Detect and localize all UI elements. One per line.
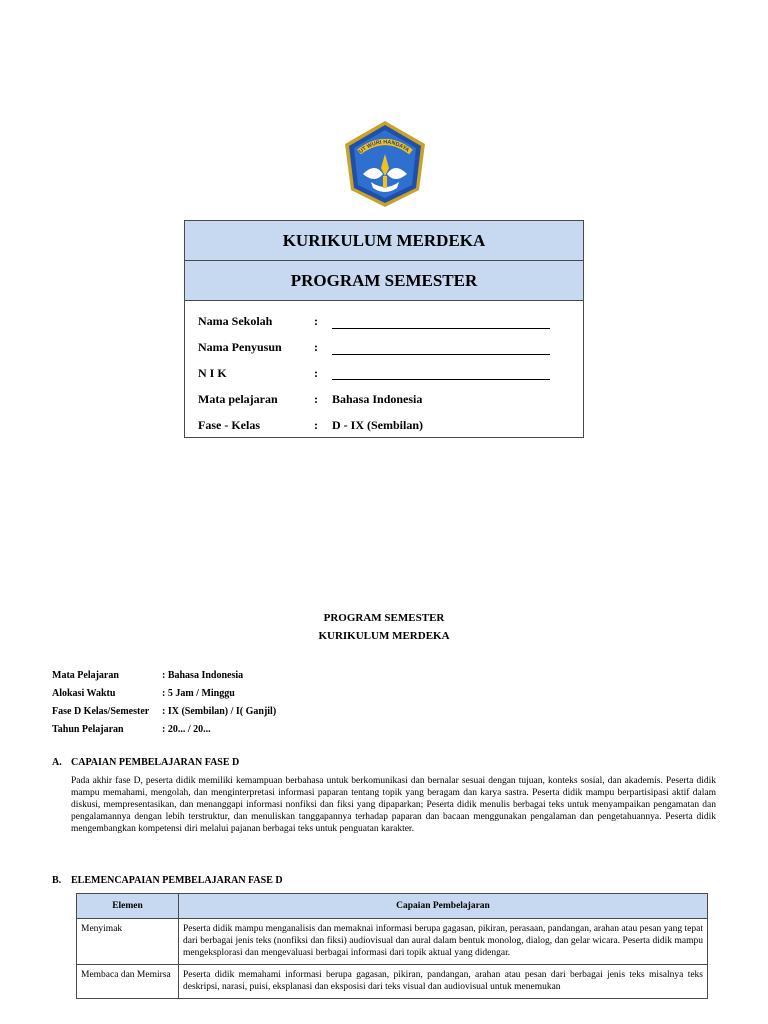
- field-colon: :: [314, 314, 318, 329]
- field-colon: :: [314, 365, 318, 380]
- table-row: [77, 919, 708, 965]
- info-value: : Bahasa Indonesia: [162, 670, 244, 682]
- doc-heading-1: PROGRAM SEMESTER: [323, 612, 445, 624]
- nama-sekolah-blank[interactable]: [332, 315, 550, 329]
- cover-subtitle: PROGRAM SEMESTER: [185, 261, 583, 301]
- logo-emblem-icon: [339, 118, 431, 210]
- table-header-row: [77, 894, 708, 919]
- info-value: : IX (Sembilan) / I( Ganjil): [162, 705, 277, 717]
- field-nik: [198, 361, 583, 387]
- section-a-title: [52, 757, 239, 768]
- section-number: A.: [52, 757, 62, 768]
- field-label: Fase - Kelas: [198, 417, 260, 432]
- logo-motto: UT WURI HANDAYA: [358, 139, 411, 155]
- tut-wuri-handayani-logo: [339, 118, 431, 210]
- field-label: Nama Sekolah: [198, 314, 273, 329]
- section-title-text: CAPAIAN PEMBELAJARAN FASE D: [71, 757, 240, 768]
- header-capaian: Capaian Pembelajaran: [179, 894, 708, 919]
- section-number: B.: [52, 875, 62, 886]
- section-b-title: [52, 875, 283, 886]
- cover-fields: [185, 301, 583, 438]
- nik-blank[interactable]: [332, 366, 550, 380]
- info-label: Fase D Kelas/Semester: [52, 705, 150, 717]
- cover-title: KURIKULUM MERDEKA: [185, 221, 583, 261]
- header-elemen: Elemen: [77, 894, 179, 919]
- info-block: [52, 667, 276, 738]
- field-label: Nama Penyusun: [198, 340, 282, 355]
- table-row: [77, 964, 708, 998]
- field-mata-pelajaran: [198, 386, 583, 412]
- info-label: Mata Pelajaran: [52, 670, 119, 682]
- info-row: [52, 667, 276, 685]
- capaian-table: [76, 893, 708, 999]
- cover-box: [184, 220, 584, 438]
- info-label: Tahun Pelajaran: [52, 723, 124, 735]
- capaian-paragraph: Pada akhir fase D, peserta didik memiliki kemampuan berbahasa untuk berkomunikasi dan bernalar sesuai dengan tujuan, konteks sosial, dan akademis. Peserta didik mampu memahami, mengolah, dan menginterpretasi informasi paparan tentang topik yang beragam dan karya sastra. Peserta didik mampu berpartisipasi aktif dalam diskusi, mempresentasikan, dan menanggapi informasi nonfiksi dan fiksi yang dipaparkan; Peserta didik menulis berbagai teks untuk menyampaikan pengamatan dan pengalamannya dengan lebih terstruktur, dan menuliskan tanggapannya terhadap paparan dan bacaan menggunakan pengalaman dan pengetahuannya. Peserta didik mengembangkan kompetensi diri melalui pajanan berbagai teks untuk penguatan karakter.: [71, 776, 716, 834]
- field-value: Bahasa Indonesia: [332, 391, 423, 406]
- field-nama-sekolah: [198, 309, 583, 335]
- doc-heading-2: KURIKULUM MERDEKA: [318, 630, 450, 642]
- field-label: Mata pelajaran: [198, 391, 278, 406]
- capaian-cell: Peserta didik memahami informasi berupa gagasan, pikiran, pandangan, arahan atau pesan dari berbagai jenis teks misalnya teks deskripsi, narasi, puisi, eksplanasi dan eksposisi dari teks visual dan audiovisual untuk menemukan: [179, 964, 708, 998]
- info-row: [52, 703, 276, 721]
- field-fase-kelas: [198, 412, 583, 438]
- info-row: [52, 685, 276, 703]
- field-value: D - IX (Sembilan): [332, 417, 424, 432]
- capaian-cell: Peserta didik mampu menganalisis dan memaknai informasi berupa gagasan, pikiran, perasaan, pandangan, arahan atau pesan yang tepat dari berbagai jenis teks (nonfiksi dan fiksi) audiovisual dan aural dalam bentuk monolog, dialog, dan gelar wicara. Peserta didik mampu mengeksplorasi dan mengevaluasi berbagai informasi dari topik aktual yang didengar.: [179, 919, 708, 965]
- elemen-cell: Menyimak: [77, 919, 179, 965]
- info-value: : 5 Jam / Minggu: [162, 688, 235, 700]
- field-colon: :: [314, 391, 318, 406]
- field-nama-penyusun: [198, 335, 583, 361]
- info-value: : 20... / 20...: [162, 723, 211, 735]
- field-colon: :: [314, 417, 318, 432]
- elemen-cell: Membaca dan Memirsa: [77, 964, 179, 998]
- nama-penyusun-blank[interactable]: [332, 341, 550, 355]
- field-label: N I K: [198, 365, 227, 380]
- field-colon: :: [314, 340, 318, 355]
- info-row: [52, 720, 276, 738]
- info-label: Alokasi Waktu: [52, 688, 116, 700]
- section-title-text: ELEMENCAPAIAN PEMBELAJARAN FASE D: [71, 875, 283, 886]
